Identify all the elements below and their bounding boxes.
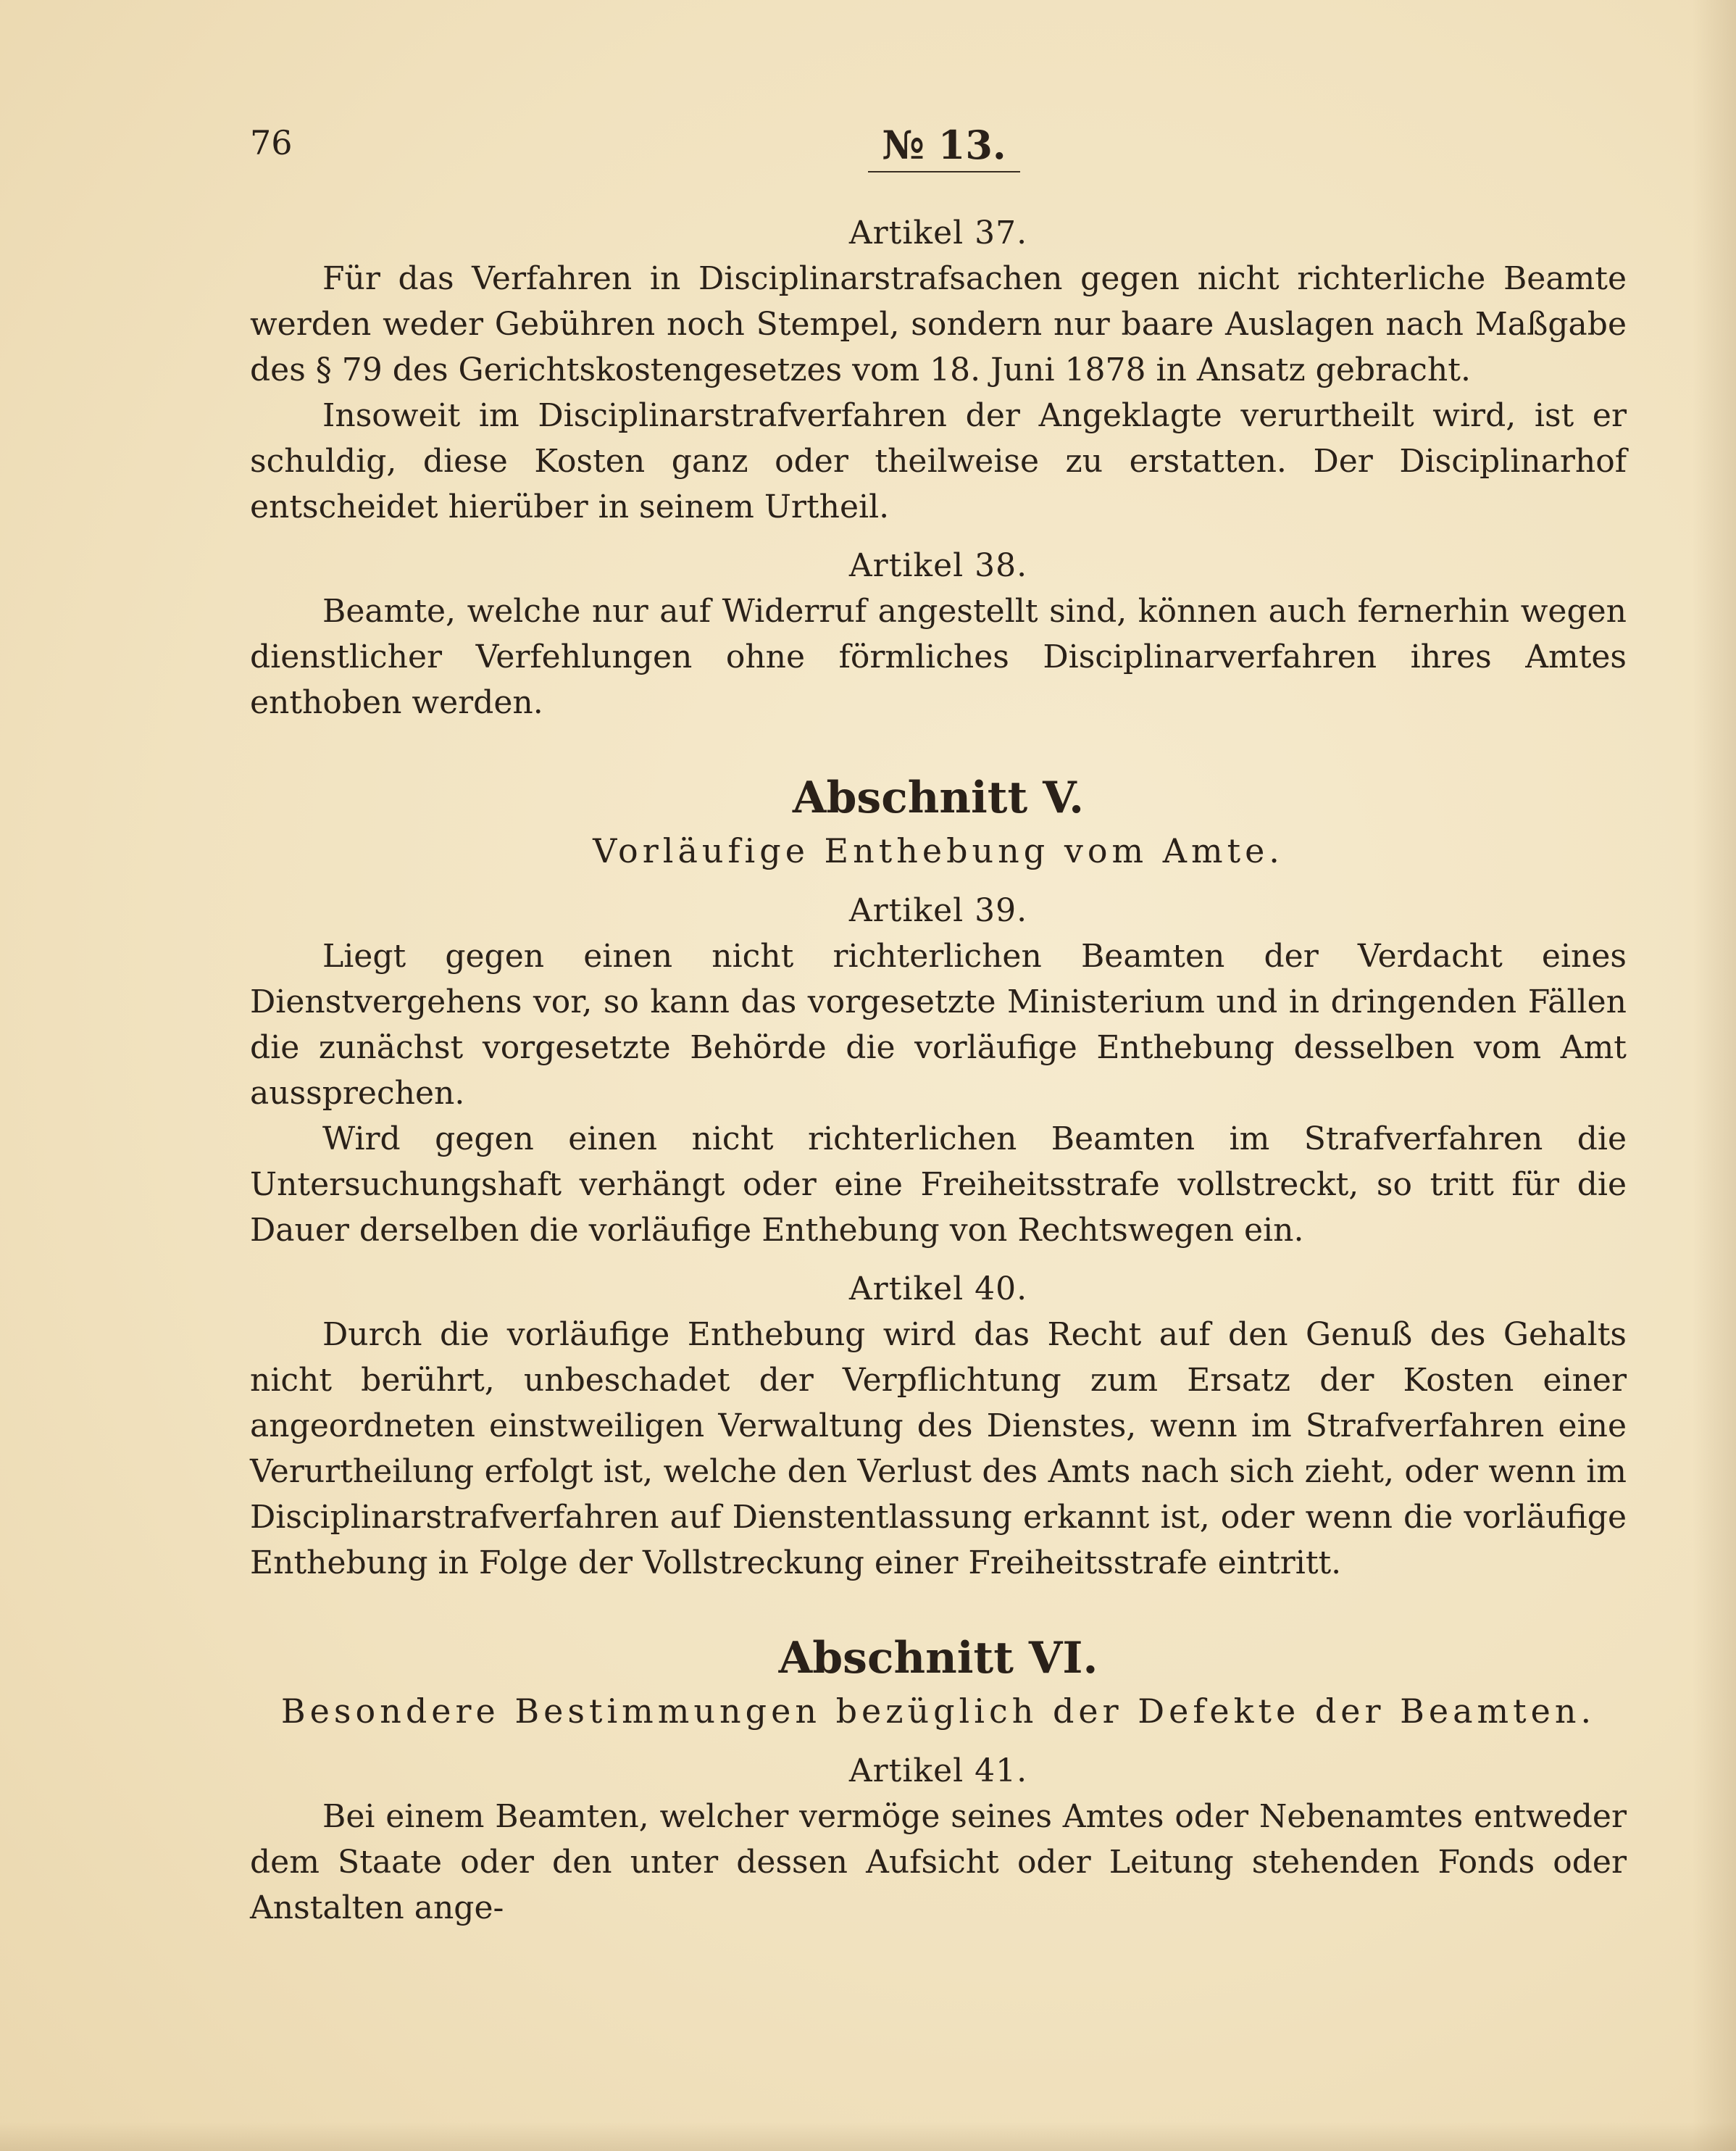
article-41-paragraph-1: Bei einem Beamten, welcher vermöge seines Amtes oder Nebenamtes entweder dem Staate oder den unter dessen Aufsicht oder Leitung stehenden Fonds oder Anstalten ange-	[250, 1798, 1627, 1926]
section-5-title: Abschnitt V.	[792, 773, 1085, 823]
page-edge-shadow	[1693, 0, 1736, 2151]
article-39-title: Artikel 39.	[848, 892, 1028, 929]
article-38-paragraph-1: Beamte, welche nur auf Widerruf angestellt sind, können auch fernerhin wegen dienstlicher Verfehlungen ohne förmliches Disciplinarverfahren ihres Amtes enthoben werden.	[250, 593, 1627, 721]
section-6-subtitle: Besondere Bestimmungen bezüglich der Defekte der Beamten.	[280, 1692, 1596, 1731]
article-40-title: Artikel 40.	[848, 1270, 1028, 1307]
header-rule	[868, 171, 1020, 172]
section-6-title: Abschnitt VI.	[778, 1633, 1098, 1684]
article-39-paragraph-2: Wird gegen einen nicht richterlichen Beamten im Strafverfahren die Untersuchungshaft verhängt oder eine Freiheitsstrafe vollstreckt, so tritt für die Dauer derselben die vorläufige Enthebung von Rechtswegen ein.	[250, 1120, 1627, 1249]
article-37-paragraph-2: Insoweit im Disciplinarstrafverfahren der Angeklagte verurtheilt wird, ist er schuldig, diese Kosten ganz oder theilweise zu erstatten. Der Disciplinarhof entscheidet hierüber in seinem Urtheil.	[250, 397, 1627, 525]
document-body	[250, 210, 1627, 1931]
issue-number: № 13.	[882, 122, 1006, 168]
article-41-title: Artikel 41.	[848, 1752, 1028, 1789]
article-37-paragraph-1: Für das Verfahren in Disciplinarstrafsachen gegen nicht richterliche Beamte werden weder Gebühren noch Stempel, sondern nur baare Auslagen nach Maßgabe des § 79 des Gerichtskostengesetzes vom 18. Juni 1878 in Ansatz gebracht.	[250, 260, 1627, 388]
article-38-title: Artikel 38.	[848, 547, 1028, 584]
page-bottom-edge	[0, 2122, 1736, 2151]
article-40-paragraph-1: Durch die vorläufige Enthebung wird das Recht auf den Genuß des Gehalts nicht berührt, unbeschadet der Verpflichtung zum Ersatz der Kosten einer angeordneten einstweiligen Verwaltung des Dienstes, wenn im Strafverfahren eine Verurtheilung erfolgt ist, welche den Verlust des Amts nach sich zieht, oder wenn im Disciplinarstrafverfahren auf Dienstentlassung erkannt ist, oder wenn die vorläufige Enthebung in Folge der Vollstreckung einer Freiheitsstrafe eintritt.	[250, 1316, 1627, 1581]
article-37-title: Artikel 37.	[848, 215, 1028, 251]
section-5-subtitle: Vorläufige Enthebung vom Amte.	[593, 831, 1284, 870]
page-number: 76	[250, 123, 293, 162]
article-39-paragraph-1: Liegt gegen einen nicht richterlichen Beamten der Verdacht eines Dienstvergehens vor, so kann das vorgesetzte Ministerium und in dringenden Fällen die zunächst vorgesetzte Behörde die vorläufige Enthebung desselben vom Amt aussprechen.	[250, 938, 1627, 1112]
